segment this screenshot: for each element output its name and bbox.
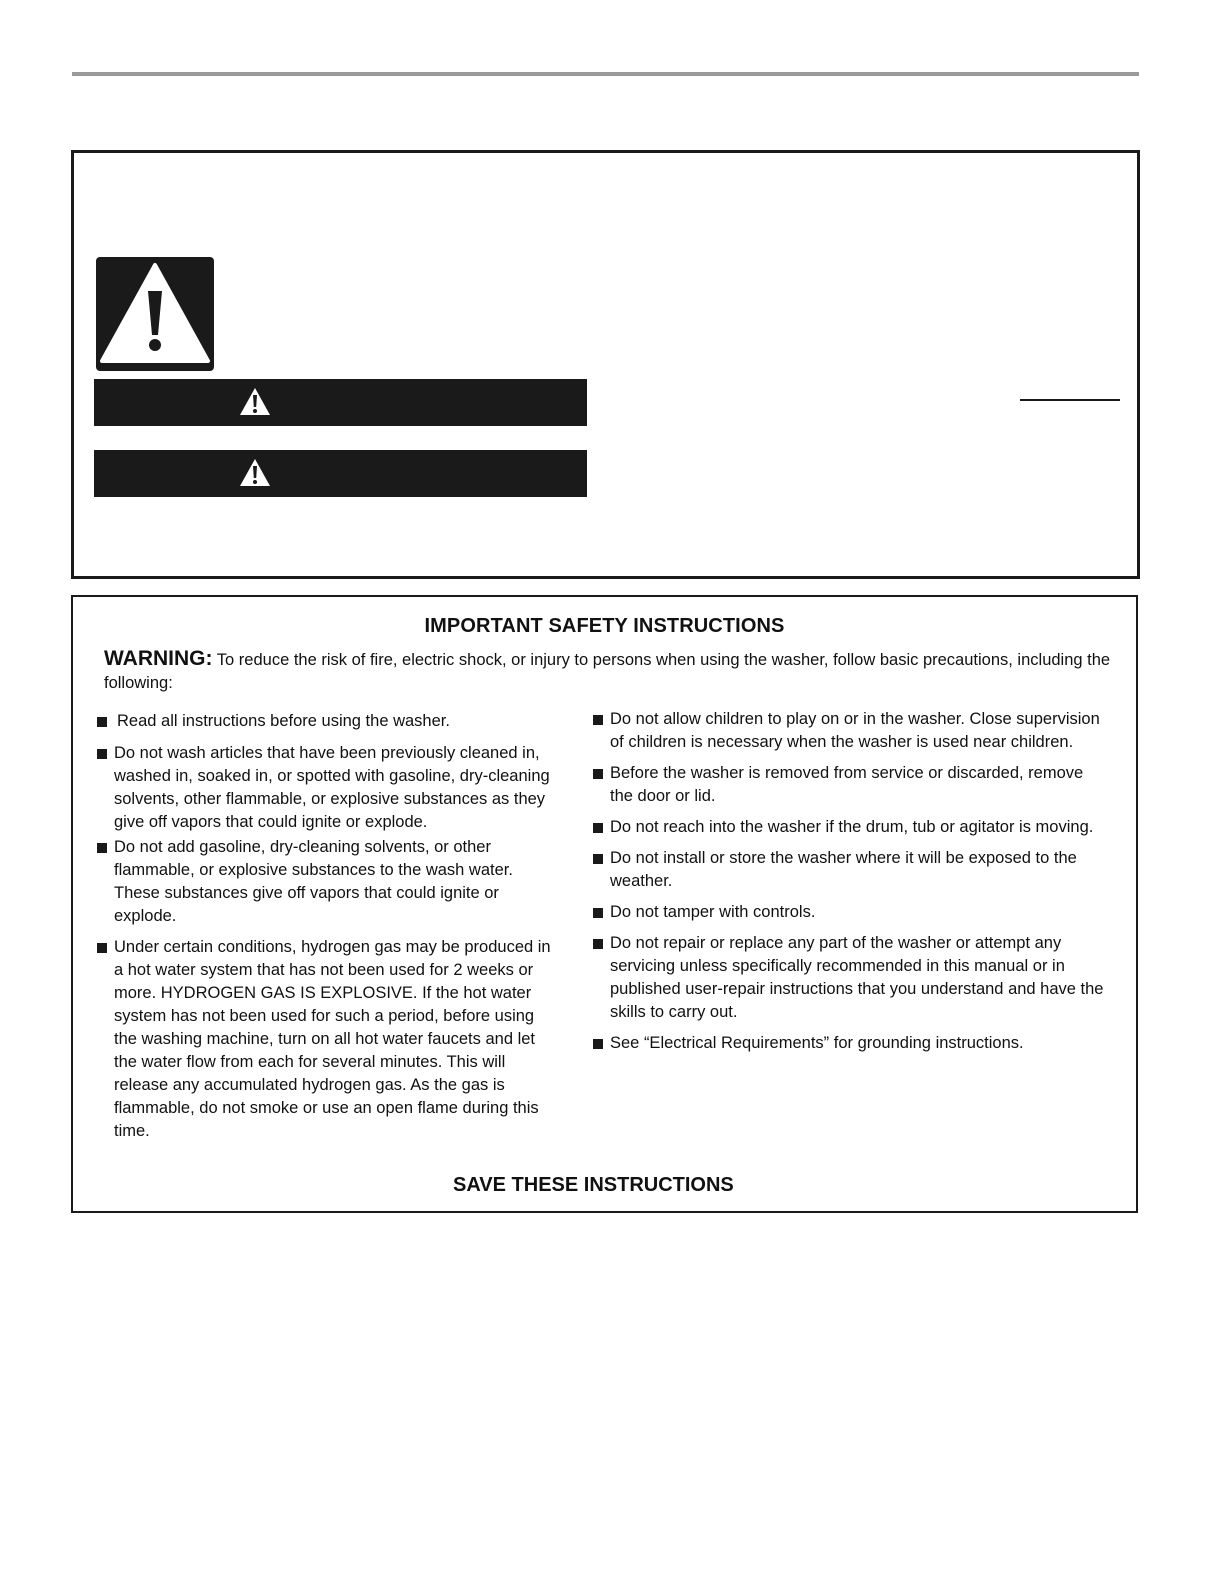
save-instructions-title: SAVE THESE INSTRUCTIONS — [453, 1174, 734, 1196]
left-instructions-column — [97, 710, 552, 1151]
top-rule — [72, 72, 1139, 76]
right-instructions-column — [593, 708, 1108, 1063]
list-item: Do not wash articles that have been previously cleaned in, washed in, soaked in, or spotted with gasoline, dry-cleaning solvents, other flammable, or explosive substances as they give off vapors that could ignite or explode. — [97, 742, 552, 834]
warning-triangle-icon — [96, 257, 214, 371]
list-item: Before the washer is removed from service or discarded, remove the door or lid. — [593, 762, 1108, 808]
list-item: Read all instructions before using the washer. — [97, 710, 552, 733]
list-item: Do not repair or replace any part of the washer or attempt any servicing unless specifically recommended in this manual or in published user-repair instructions that you understand and have the skills to carry out. — [593, 932, 1108, 1024]
list-item: Do not reach into the washer if the drum, tub or agitator is moving. — [593, 816, 1108, 839]
underline-rule — [1020, 399, 1120, 401]
danger-signal-bar — [94, 379, 587, 426]
bullet-square-icon — [593, 908, 603, 918]
bullet-square-icon — [97, 717, 107, 727]
list-item: Do not add gasoline, dry-cleaning solvents, or other flammable, or explosive substances to the wash water. These substances give off vapors that could ignite or explode. — [97, 836, 552, 928]
list-item: See “Electrical Requirements” for grounding instructions. — [593, 1032, 1108, 1055]
warning-triangle-icon — [239, 387, 271, 417]
important-safety-instructions-box — [71, 595, 1138, 1213]
bullet-square-icon — [97, 749, 107, 759]
instructions-title: IMPORTANT SAFETY INSTRUCTIONS — [424, 615, 785, 637]
bullet-square-icon — [97, 943, 107, 953]
warning-triangle-icon — [239, 458, 271, 488]
danger-signal-word: DANGER — [284, 391, 363, 411]
bullet-square-icon — [593, 715, 603, 725]
safety-alert-symbol — [96, 257, 214, 371]
warning-lead: WARNING: — [104, 647, 213, 670]
bullet-square-icon — [593, 1039, 603, 1049]
list-item: Do not tamper with controls. — [593, 901, 1108, 924]
warning-intro — [104, 647, 1114, 695]
bullet-square-icon — [593, 939, 603, 949]
list-item: Do not install or store the washer where it will be exposed to the weather. — [593, 847, 1108, 893]
safety-message-box — [71, 150, 1140, 579]
warning-text: To reduce the risk of fire, electric shock, or injury to persons when using the washer, follow basic precautions, including the following: — [104, 651, 1111, 692]
bullet-square-icon — [97, 843, 107, 853]
list-item: Do not allow children to play on or in the washer. Close supervision of children is necessary when the washer is used near children. — [593, 708, 1108, 754]
bullet-square-icon — [593, 769, 603, 779]
bullet-square-icon — [593, 854, 603, 864]
bullet-square-icon — [593, 823, 603, 833]
list-item: Under certain conditions, hydrogen gas may be produced in a hot water system that has not been used for 2 weeks or more. HYDROGEN GAS IS EXPLOSIVE. If the hot water system has not been used for such a period, before using the washing machine, turn on all hot water faucets and let the water flow from each for several minutes. This will release any accumulated hydrogen gas. As the gas is flammable, do not smoke or use an open flame during this time. — [97, 936, 552, 1143]
warning-signal-bar — [94, 450, 587, 497]
warning-signal-word: WARNING — [284, 462, 371, 482]
